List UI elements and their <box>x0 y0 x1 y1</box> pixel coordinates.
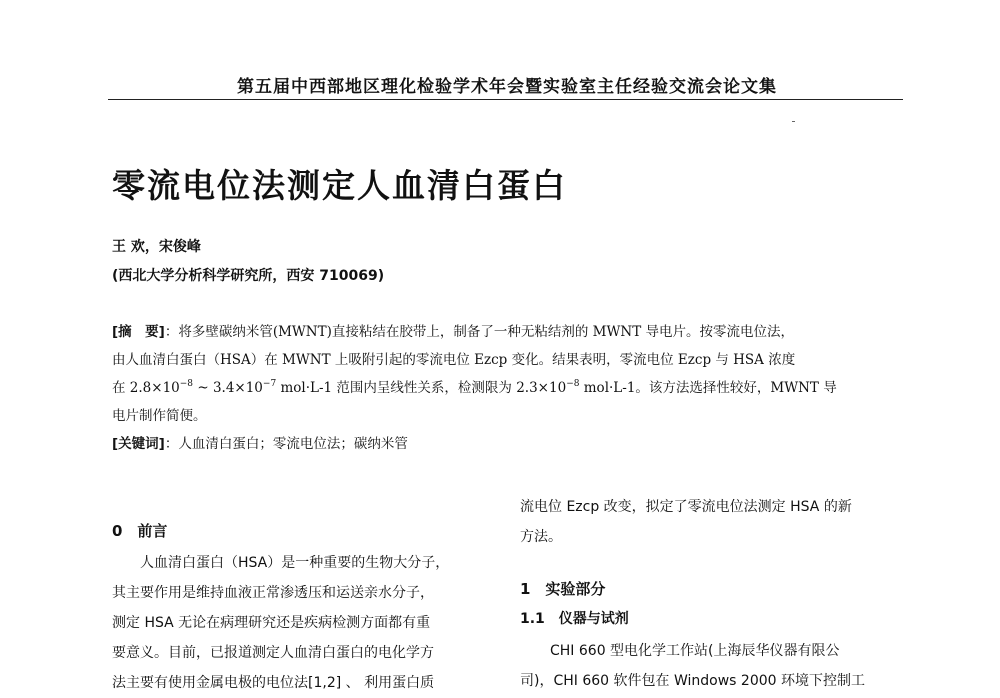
scan-speck <box>792 121 795 122</box>
abstract-text-3b: ~ 3.4×10 <box>193 380 263 396</box>
header-rule <box>108 99 903 100</box>
exponent-1: −8 <box>179 379 194 389</box>
exponent-3: −8 <box>566 379 580 389</box>
body-line: 人血清白蛋白（HSA）是一种重要的生物大分子， <box>140 555 450 571</box>
body-line: 测定 HSA 无论在病理研究还是疾病检测方面都有重 <box>112 615 431 631</box>
section-0-heading: 0 前言 <box>112 522 168 540</box>
authors: 王 欢，宋俊峰 <box>112 239 201 255</box>
abstract <box>112 318 902 430</box>
abstract-line-3 <box>112 374 902 402</box>
paper-title: 零流电位法测定人血清白蛋白 <box>112 166 567 205</box>
affiliation: (西北大学分析科学研究所，西安 710069) <box>112 268 385 284</box>
abstract-line-4: 电片制作简便。 <box>112 408 207 424</box>
body-line: 其主要作用是维持血液正常渗透压和运送亲水分子， <box>112 585 434 601</box>
keywords-text: ：人血清白蛋白；零流电位法；碳纳米管 <box>164 436 408 452</box>
body-line: CHI 660 型电化学工作站(上海辰华仪器有限公 <box>550 643 840 659</box>
abstract-text-3a: 在 2.8×10 <box>112 380 180 396</box>
keywords-label: [关键词] <box>112 436 165 452</box>
body-line: 方法。 <box>520 529 562 545</box>
section-1-1-body <box>520 636 905 696</box>
section-0-body <box>112 548 492 698</box>
keywords <box>112 432 408 452</box>
body-line: 法主要有使用金属电极的电位法[1,2] 、 利用蛋白质 <box>112 675 435 691</box>
body-line: 流电位 Ezcp 改变，拟定了零流电位法测定 HSA 的新 <box>520 499 852 515</box>
section-1-heading: 1 实验部分 <box>520 580 606 598</box>
abstract-text-3c: mol·L-1 范围内呈线性关系，检测限为 2.3×10 <box>276 380 567 396</box>
body-line: 要意义。目前，已报道测定人血清白蛋白的电化学方 <box>112 645 434 661</box>
abstract-text-3d: mol·L-1。该方法选择性较好，MWNT 导 <box>579 380 837 396</box>
body-line: 司)，CHI 660 软件包在 Windows 2000 环境下控制工 <box>520 673 865 689</box>
exponent-2: −7 <box>262 379 277 389</box>
right-column-continuation <box>520 492 905 552</box>
abstract-text-1: ：将多壁碳纳米管(MWNT)直接粘结在胶带上，制备了一种无粘结剂的 MWNT 导电片。按零流电位法， <box>164 324 794 340</box>
abstract-label: [摘 要] <box>112 324 165 340</box>
abstract-line-2: 由人血清白蛋白（HSA）在 MWNT 上吸附引起的零流电位 Ezcp 变化。结果表明，零流电位 Ezcp 与 HSA 浓度 <box>112 352 796 368</box>
running-header: 第五届中西部地区理化检验学术年会暨实验室主任经验交流会论文集 <box>237 77 777 97</box>
abstract-line-1 <box>112 318 902 346</box>
section-1-1-heading: 1.1 仪器与试剂 <box>520 611 629 627</box>
